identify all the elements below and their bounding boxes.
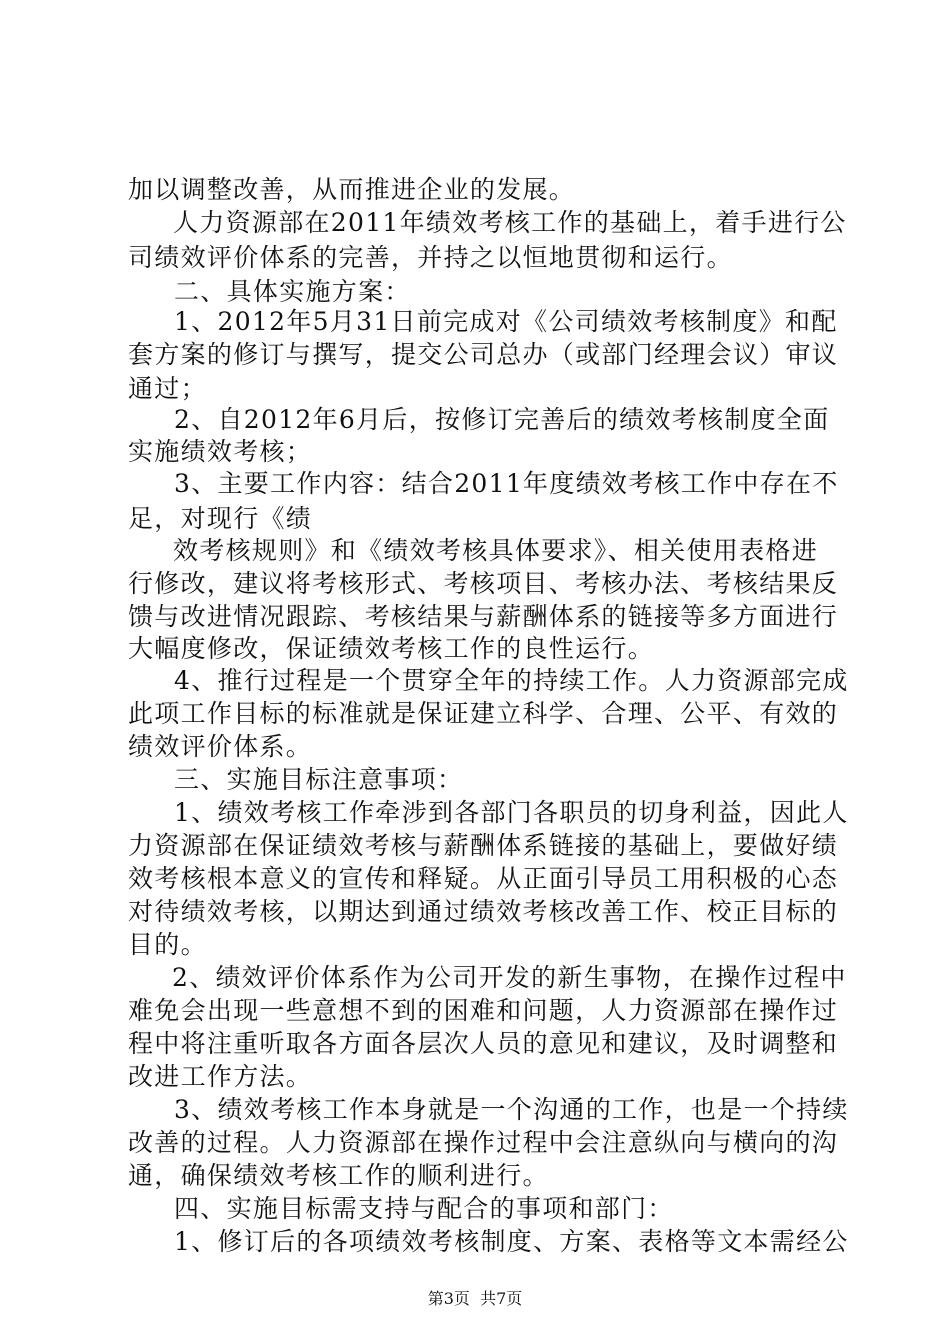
section-heading: 二、具体实施方案：	[174, 277, 411, 306]
text-line: 力资源部在保证绩效考核与薪酬体系链接的基础上，要做好绩	[128, 831, 839, 860]
text-line: 此项工作目标的标准就是保证建立科学、合理、公平、有效的	[128, 699, 839, 728]
text-line: 3、绩效考核工作本身就是一个沟通的工作，也是一个持续	[174, 1095, 849, 1124]
text-line: 实施绩效考核；	[128, 437, 313, 466]
text-line: 行修改，建议将考核形式、考核项目、考核办法、考核结果反	[128, 569, 839, 598]
text-line: 通，确保绩效考核工作的顺利进行。	[128, 1161, 549, 1190]
text-line: 效考核规则》和《绩效考核具体要求》、相关使用表格进	[173, 536, 819, 565]
text-line: 2、绩效评价体系作为公司开发的新生事物，在操作过程中	[172, 963, 847, 992]
text-line: 加以调整改善，从而推进企业的发展。	[128, 175, 576, 204]
text-line: 司绩效评价体系的完善，并持之以恒地贯彻和运行。	[128, 243, 733, 272]
section-heading: 四、实施目标需支持与配合的事项和部门：	[174, 1194, 674, 1223]
text-line: 足，对现行《绩	[128, 504, 313, 533]
text-line: 程中将注重听取各方面各层次人员的意见和建议，及时调整和	[128, 1029, 839, 1058]
text-line: 4、推行过程是一个贯穿全年的持续工作。人力资源部完成	[174, 666, 849, 695]
text-line: 通过；	[128, 374, 207, 403]
text-line: 目的。	[128, 930, 207, 959]
section-heading: 三、实施目标注意事项：	[174, 765, 464, 794]
text-line: 2、自2012年6月后，按修订完善后的绩效考核制度全面	[174, 405, 830, 434]
text-line: 1、修订后的各项绩效考核制度、方案、表格等文本需经公	[174, 1227, 849, 1256]
text-line: 改善的过程。人力资源部在操作过程中会注意纵向与横向的沟	[128, 1128, 839, 1157]
text-line: 1、2012年5月31日前完成对《公司绩效考核制度》和配	[174, 307, 838, 336]
text-line: 人力资源部在2011年绩效考核工作的基础上，着手进行公	[173, 208, 847, 237]
page-number-footer: 第3页 共7页	[427, 1289, 523, 1308]
text-line: 大幅度修改，保证绩效考核工作的良性运行。	[128, 634, 655, 663]
text-line: 效考核根本意义的宣传和释疑。从正面引导员工用积极的心态	[128, 864, 839, 893]
text-line: 1、绩效考核工作牵涉到各部门各职员的切身利益，因此人	[174, 798, 849, 827]
text-line: 难免会出现一些意想不到的困难和问题，人力资源部在操作过	[128, 996, 839, 1025]
text-line: 套方案的修订与撰写，提交公司总办（或部门经理会议）审议	[128, 340, 839, 369]
text-line: 改进工作方法。	[128, 1062, 313, 1091]
text-line: 绩效评价体系。	[128, 732, 313, 761]
text-line: 3、主要工作内容：结合2011年度绩效考核工作中存在不	[174, 469, 839, 498]
text-line: 对待绩效考核，以期达到通过绩效考核改善工作、校正目标的	[128, 897, 839, 926]
text-line: 馈与改进情况跟踪、考核结果与薪酬体系的链接等多方面进行	[128, 602, 839, 631]
